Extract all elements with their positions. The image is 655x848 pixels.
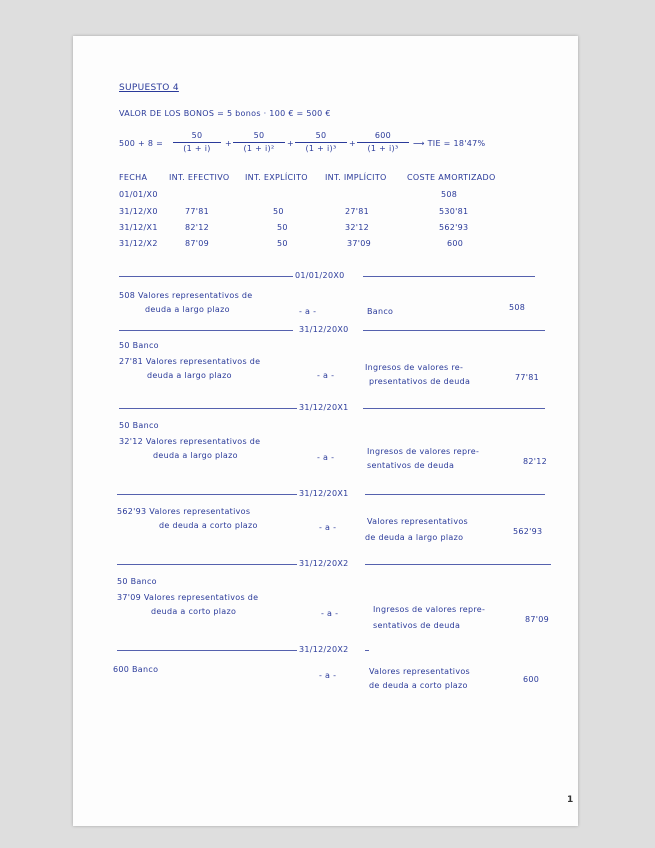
entry-divider-right	[365, 650, 369, 651]
entry-debit-line: 50 Banco	[119, 341, 159, 350]
entry-divider-left	[119, 408, 297, 409]
entry-debit-line: de deuda a corto plazo	[159, 521, 258, 530]
entry-credit-line: presentativos de deuda	[369, 377, 471, 386]
entry-amount: 600	[523, 675, 540, 684]
fraction-3-numerator: 50	[315, 131, 327, 140]
entry-divider-left	[117, 494, 297, 495]
entry-divider-left	[119, 276, 293, 277]
entry-divider-right	[365, 564, 551, 565]
entry-debit-line: 27'81 Valores representativos de	[119, 357, 261, 366]
fraction-2-denominator: (1 + i)²	[243, 144, 275, 153]
table-cell-efectivo: 77'81	[185, 207, 210, 216]
entry-divider-right	[363, 408, 545, 409]
fraction-2-numerator: 50	[253, 131, 265, 140]
entry-debit-line: 50 Banco	[119, 421, 159, 430]
entry-divider-right	[363, 276, 535, 277]
entry-debit-line: 50 Banco	[117, 577, 157, 586]
entry-date: 31/12/20X2	[299, 645, 349, 654]
entry-credit-line: Ingresos de valores repre-	[373, 605, 486, 614]
table-cell-date: 31/12/X0	[119, 207, 158, 216]
table-cell-date: 01/01/X0	[119, 190, 158, 199]
fraction-3	[295, 132, 347, 153]
entry-divider-right	[363, 330, 545, 331]
fraction-2	[233, 132, 285, 153]
entry-credit-line: de deuda a corto plazo	[369, 681, 468, 690]
table-cell-efectivo: 82'12	[185, 223, 210, 232]
table-cell-efectivo: 87'09	[185, 239, 210, 248]
entry-debit-line: 562'93 Valores representativos	[117, 507, 251, 516]
entry-amount: 82'12	[523, 457, 548, 466]
entry-debit-line: 508 Valores representativos de	[119, 291, 253, 300]
table-cell-coste: 530'81	[439, 207, 469, 216]
table-cell-date: 31/12/X2	[119, 239, 158, 248]
table-cell-implicito: 37'09	[347, 239, 372, 248]
table-cell-coste: 600	[447, 239, 464, 248]
entry-debit-line: 37'09 Valores representativos de	[117, 593, 259, 602]
entry-amount: 77'81	[515, 373, 540, 382]
table-cell-implicito: 27'81	[345, 207, 370, 216]
fraction-4-numerator: 600	[374, 131, 392, 140]
fraction-1	[173, 132, 221, 153]
entry-date: 31/12/20X1	[299, 403, 349, 412]
plus-sign: +	[287, 139, 295, 148]
entry-credit-line: sentativos de deuda	[367, 461, 455, 470]
table-cell-explicito: 50	[277, 223, 288, 232]
fraction-1-denominator: (1 + i)	[183, 144, 211, 153]
entry-debit-line: 600 Banco	[113, 665, 159, 674]
entry-divider-left	[117, 650, 297, 651]
notebook-page	[73, 36, 578, 826]
plus-sign: +	[349, 139, 357, 148]
entry-divider-right	[365, 494, 545, 495]
entry-a-separator: - a -	[317, 453, 335, 462]
entry-date: 31/12/20X2	[299, 559, 349, 568]
table-cell-date: 31/12/X1	[119, 223, 158, 232]
fraction-4	[357, 132, 409, 153]
table-cell-coste: 508	[441, 190, 458, 199]
table-header-int-efectivo: INT. EFECTIVO	[169, 173, 230, 182]
entry-credit-line: de deuda a largo plazo	[365, 533, 464, 542]
entry-a-separator: - a -	[321, 609, 339, 618]
entry-date: 31/12/20X1	[299, 489, 349, 498]
entry-a-separator: - a -	[319, 671, 337, 680]
table-header-int-implicito: INT. IMPLÍCITO	[325, 173, 387, 182]
entry-amount: 508	[509, 303, 526, 312]
entry-credit-line: Valores representativos	[367, 517, 469, 526]
page-title: SUPUESTO 4	[119, 83, 179, 93]
table-header-fecha: FECHA	[119, 173, 148, 182]
entry-debit-line: 32'12 Valores representativos de	[119, 437, 261, 446]
entry-divider-left	[119, 330, 293, 331]
entry-debit-line: deuda a largo plazo	[147, 371, 232, 380]
plus-sign: +	[225, 139, 233, 148]
fraction-3-denominator: (1 + i)³	[305, 144, 337, 153]
entry-amount: 562'93	[513, 527, 543, 536]
tie-result: ⟶ TIE = 18'47%	[413, 139, 486, 148]
entry-debit-line: deuda a corto plazo	[151, 607, 237, 616]
entry-credit-line: Ingresos de valores repre-	[367, 447, 480, 456]
entry-a-separator: - a -	[299, 307, 317, 316]
valor-bonos-line: VALOR DE LOS BONOS = 5 bonos · 100 € = 500 €	[119, 109, 331, 118]
table-header-coste-amortizado: COSTE AMORTIZADO	[407, 173, 496, 182]
table-cell-coste: 562'93	[439, 223, 469, 232]
table-cell-explicito: 50	[273, 207, 284, 216]
page-number: 1	[567, 795, 574, 805]
equation-lhs: 500 + 8 =	[119, 139, 164, 148]
entry-date: 01/01/20X0	[295, 271, 345, 280]
fraction-4-denominator: (1 + i)³	[367, 144, 399, 153]
entry-debit-line: deuda a largo plazo	[145, 305, 230, 314]
table-header-int-explicito: INT. EXPLÍCITO	[245, 173, 308, 182]
entry-credit-line: Ingresos de valores re-	[365, 363, 464, 372]
entry-debit-line: deuda a largo plazo	[153, 451, 238, 460]
entry-credit-line: sentativos de deuda	[373, 621, 461, 630]
entry-amount: 87'09	[525, 615, 550, 624]
entry-date: 31/12/20X0	[299, 325, 349, 334]
entry-credit-line: Valores representativos	[369, 667, 471, 676]
entry-a-separator: - a -	[317, 371, 335, 380]
table-cell-implicito: 32'12	[345, 223, 370, 232]
entry-credit-line: Banco	[367, 307, 394, 316]
entry-divider-left	[117, 564, 297, 565]
table-cell-explicito: 50	[277, 239, 288, 248]
entry-a-separator: - a -	[319, 523, 337, 532]
fraction-1-numerator: 50	[191, 131, 203, 140]
